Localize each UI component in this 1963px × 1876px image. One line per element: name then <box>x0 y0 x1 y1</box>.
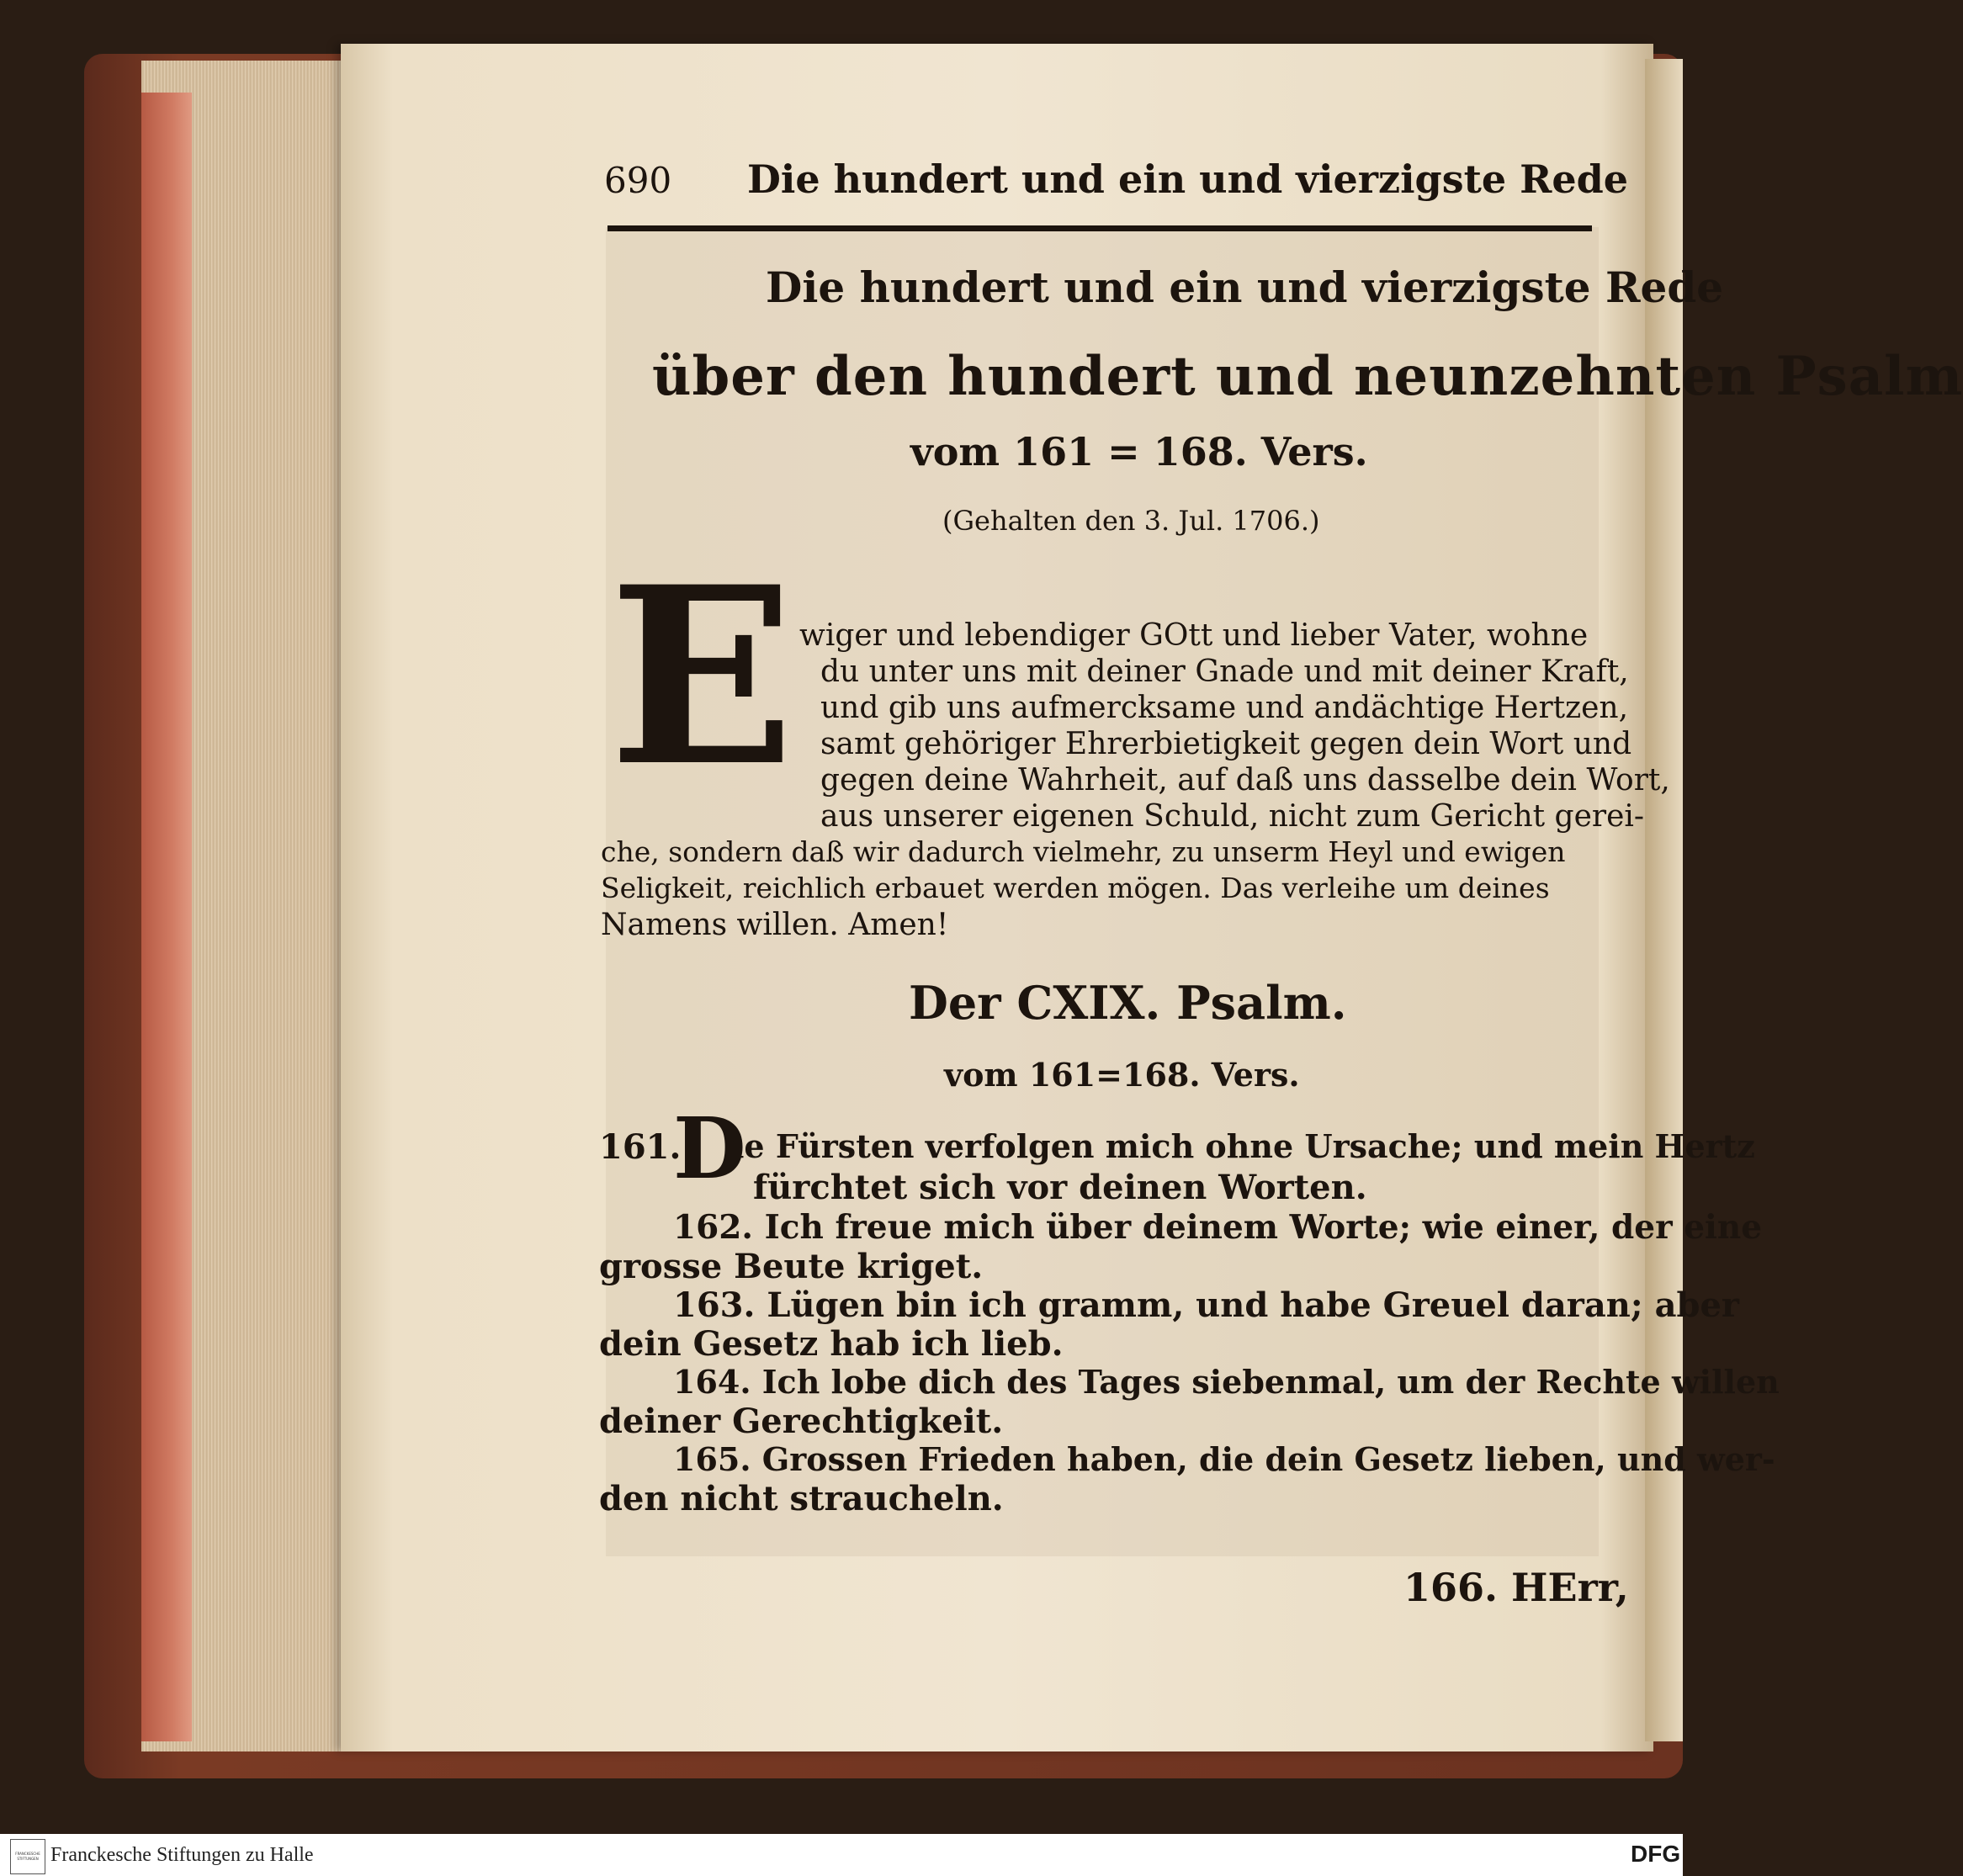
page-edges-red <box>141 93 192 1741</box>
verse-line: 165. Grossen Frieden haben, die dein Gesetz lieben, und wer- <box>673 1440 1775 1478</box>
running-head: Die hundert und ein und vierzigste Rede <box>747 156 1629 202</box>
verse-number: 161. <box>599 1127 682 1167</box>
prayer-line: che, sondern daß wir dadurch vielmehr, zu unserm Heyl und ewigen <box>601 835 1566 868</box>
psalm-subtitle: vom 161=168. Vers. <box>944 1056 1300 1094</box>
catchword: 166. HErr, <box>1403 1565 1629 1610</box>
prayer-line: Seligkeit, reichlich erbauet werden mögen. Das verleihe um deines <box>601 872 1550 904</box>
verse-line: grosse Beute kriget. <box>599 1247 984 1286</box>
prayer-line: aus unserer eigenen Schuld, nicht zum Gericht gerei- <box>820 799 1645 834</box>
prayer-line: und gib uns aufmercksame und andächtige Hertzen, <box>820 691 1629 725</box>
prayer-line: wiger und lebendiger GOtt und lieber Vater, wohne <box>799 618 1589 653</box>
decorated-initial: E <box>608 534 795 820</box>
prayer-line: Namens willen. Amen! <box>601 908 949 942</box>
verse-range: vom 161 = 168. Vers. <box>910 429 1368 474</box>
prayer-line: samt gehöriger Ehrerbietigkeit gegen dein Wort und <box>820 727 1632 761</box>
verse-line: dein Gesetz hab ich lieb. <box>599 1324 1064 1364</box>
verse-line: den nicht straucheln. <box>599 1479 1004 1518</box>
psalm-title: Der CXIX. Psalm. <box>909 976 1347 1030</box>
sermon-title: Die hundert und ein und vierzigste Rede <box>766 262 1724 312</box>
verse-line: fürchtet sich vor deinen Worten. <box>753 1168 1367 1207</box>
header-rule <box>607 225 1592 231</box>
sermon-subtitle: über den hundert und neunzehnten Psalm <box>652 345 1963 408</box>
verse-line: 164. Ich lobe dich des Tages siebenmal, um der Rechte willen <box>673 1363 1780 1401</box>
institution-name[interactable]: Franckesche Stiftungen zu Halle <box>50 1844 314 1866</box>
prayer-line: du unter uns mit deiner Gnade und mit deiner Kraft, <box>820 654 1629 689</box>
held-date: (Gehalten den 3. Jul. 1706.) <box>942 505 1320 537</box>
verse-initial: D <box>673 1099 746 1198</box>
institution-logo[interactable]: FRANCKESCHE STIFTUNGEN <box>10 1839 45 1874</box>
verse-line: 163. Lügen bin ich gramm, und habe Greuel daran; aber <box>673 1285 1739 1325</box>
prayer-line: gegen deine Wahrheit, auf daß uns dasselbe dein Wort, <box>820 763 1670 798</box>
verse-line: 162. Ich freue mich über deinem Worte; wie einer, der eine <box>673 1208 1763 1247</box>
dfg-logo[interactable]: DFG <box>1631 1841 1681 1867</box>
page-number: 690 <box>604 160 672 201</box>
verse-line: ie Fürsten verfolgen mich ohne Ursache; und mein Hertz <box>732 1127 1755 1165</box>
verse-line: deiner Gerechtigkeit. <box>599 1402 1004 1441</box>
